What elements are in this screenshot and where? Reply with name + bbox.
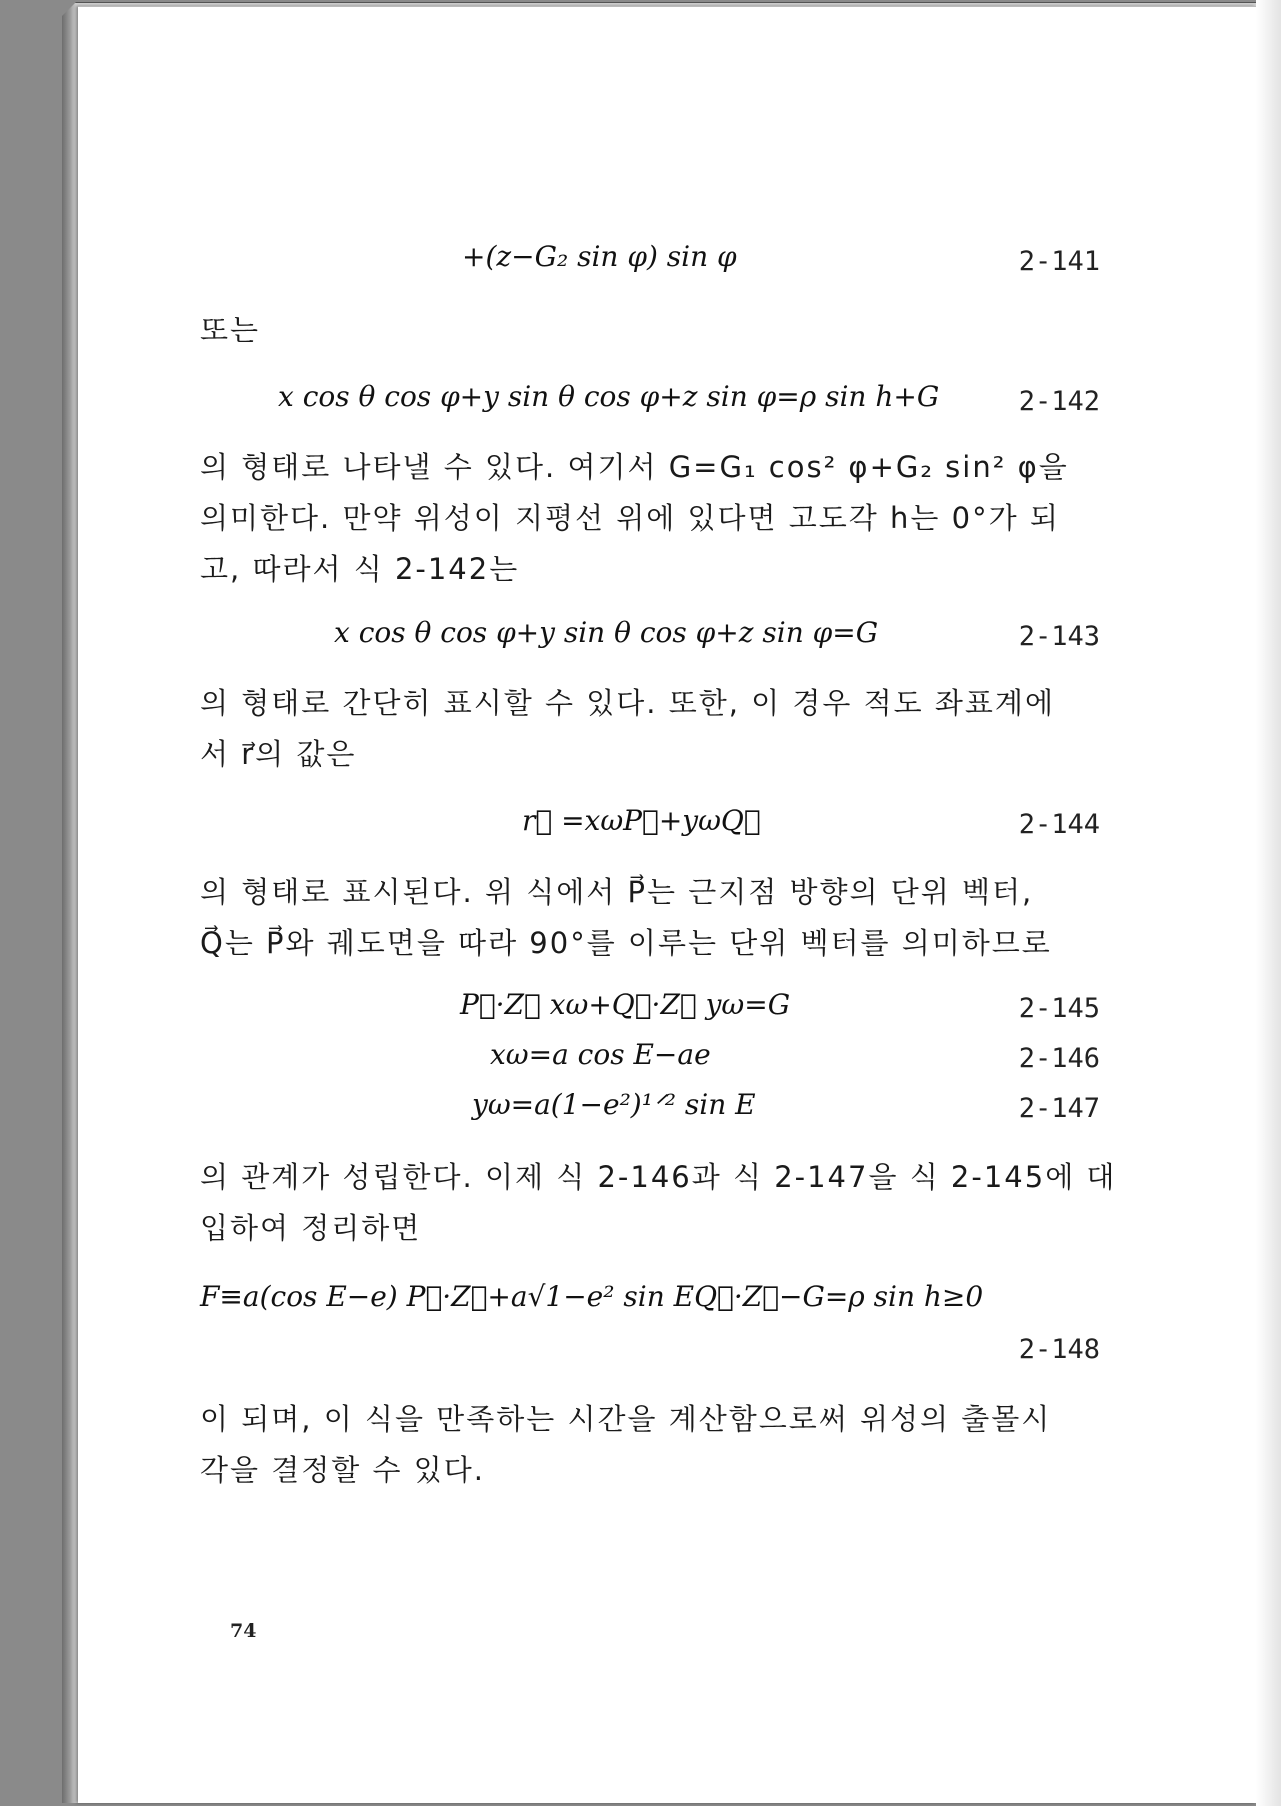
page-number: 74 [230, 1620, 257, 1642]
equation-2-148: F≡a(cos E−e) P⃗·Z⃗+a√1−e² sin EQ⃗·Z⃗−G=ρ sin h≥0 [200, 1280, 984, 1313]
equation-number-2-143: 2-143 [1018, 621, 1100, 652]
equation-number-2-144: 2-144 [1018, 809, 1100, 840]
page-corner [62, 0, 78, 16]
paragraph-line: 입하여 정리하면 [200, 1211, 422, 1245]
equation-2-145: P⃗·Z⃗ xω+Q⃗·Z⃗ yω=G [460, 988, 791, 1021]
paragraph-line: 의 형태로 표시된다. 위 식에서 P⃗는 근지점 방향의 단위 벡터, [200, 875, 1034, 909]
equation-2-144: r⃗ =xωP⃗+yωQ⃗ [522, 804, 761, 837]
equation-2-142: x cos θ cos φ+y sin θ cos φ+z sin φ=ρ sin h+G [278, 380, 940, 413]
equation-2-141: +(z−G₂ sin φ) sin φ [462, 240, 737, 273]
paragraph-line: 의미한다. 만약 위성이 지평선 위에 있다면 고도각 h는 0°가 되 [200, 501, 1060, 535]
equation-2-147: yω=a(1−e²)¹ᐟ² sin E [472, 1088, 756, 1121]
equation-2-143: x cos θ cos φ+y sin θ cos φ+z sin φ=G [334, 616, 879, 649]
equation-number-2-148: 2-148 [1018, 1334, 1100, 1365]
paragraph-line: 의 관계가 성립한다. 이제 식 2-146과 식 2-147을 식 2-145에 대 [200, 1160, 1117, 1194]
paragraph-line: 의 형태로 나타낼 수 있다. 여기서 G=G₁ cos² φ+G₂ sin² φ을 [200, 450, 1069, 484]
equation-number-2-146: 2-146 [1018, 1043, 1100, 1074]
paragraph-line: 각을 결정할 수 있다. [200, 1453, 485, 1487]
paragraph-line: 이 되며, 이 식을 만족하는 시간을 계산함으로써 위성의 출몰시 [200, 1402, 1052, 1436]
paragraph-line: Q⃗는 P⃗와 궤도면을 따라 90°를 이루는 단위 벡터를 의미하므로 [200, 926, 1052, 960]
equation-number-2-142: 2-142 [1018, 386, 1100, 417]
right-shadow [1256, 0, 1281, 1806]
equation-number-2-147: 2-147 [1018, 1093, 1100, 1124]
paragraph-line: 의 형태로 간단히 표시할 수 있다. 또한, 이 경우 적도 좌표계에 [200, 686, 1055, 720]
equation-2-146: xω=a cos E−ae [490, 1038, 711, 1071]
paragraph-line: 고, 따라서 식 2-142는 [200, 552, 520, 586]
paragraph-line: 서 r⃗의 값은 [200, 737, 357, 771]
paragraph-ttoneun: 또는 [200, 313, 261, 347]
equation-number-2-141: 2-141 [1018, 246, 1100, 277]
equation-number-2-145: 2-145 [1018, 993, 1100, 1024]
